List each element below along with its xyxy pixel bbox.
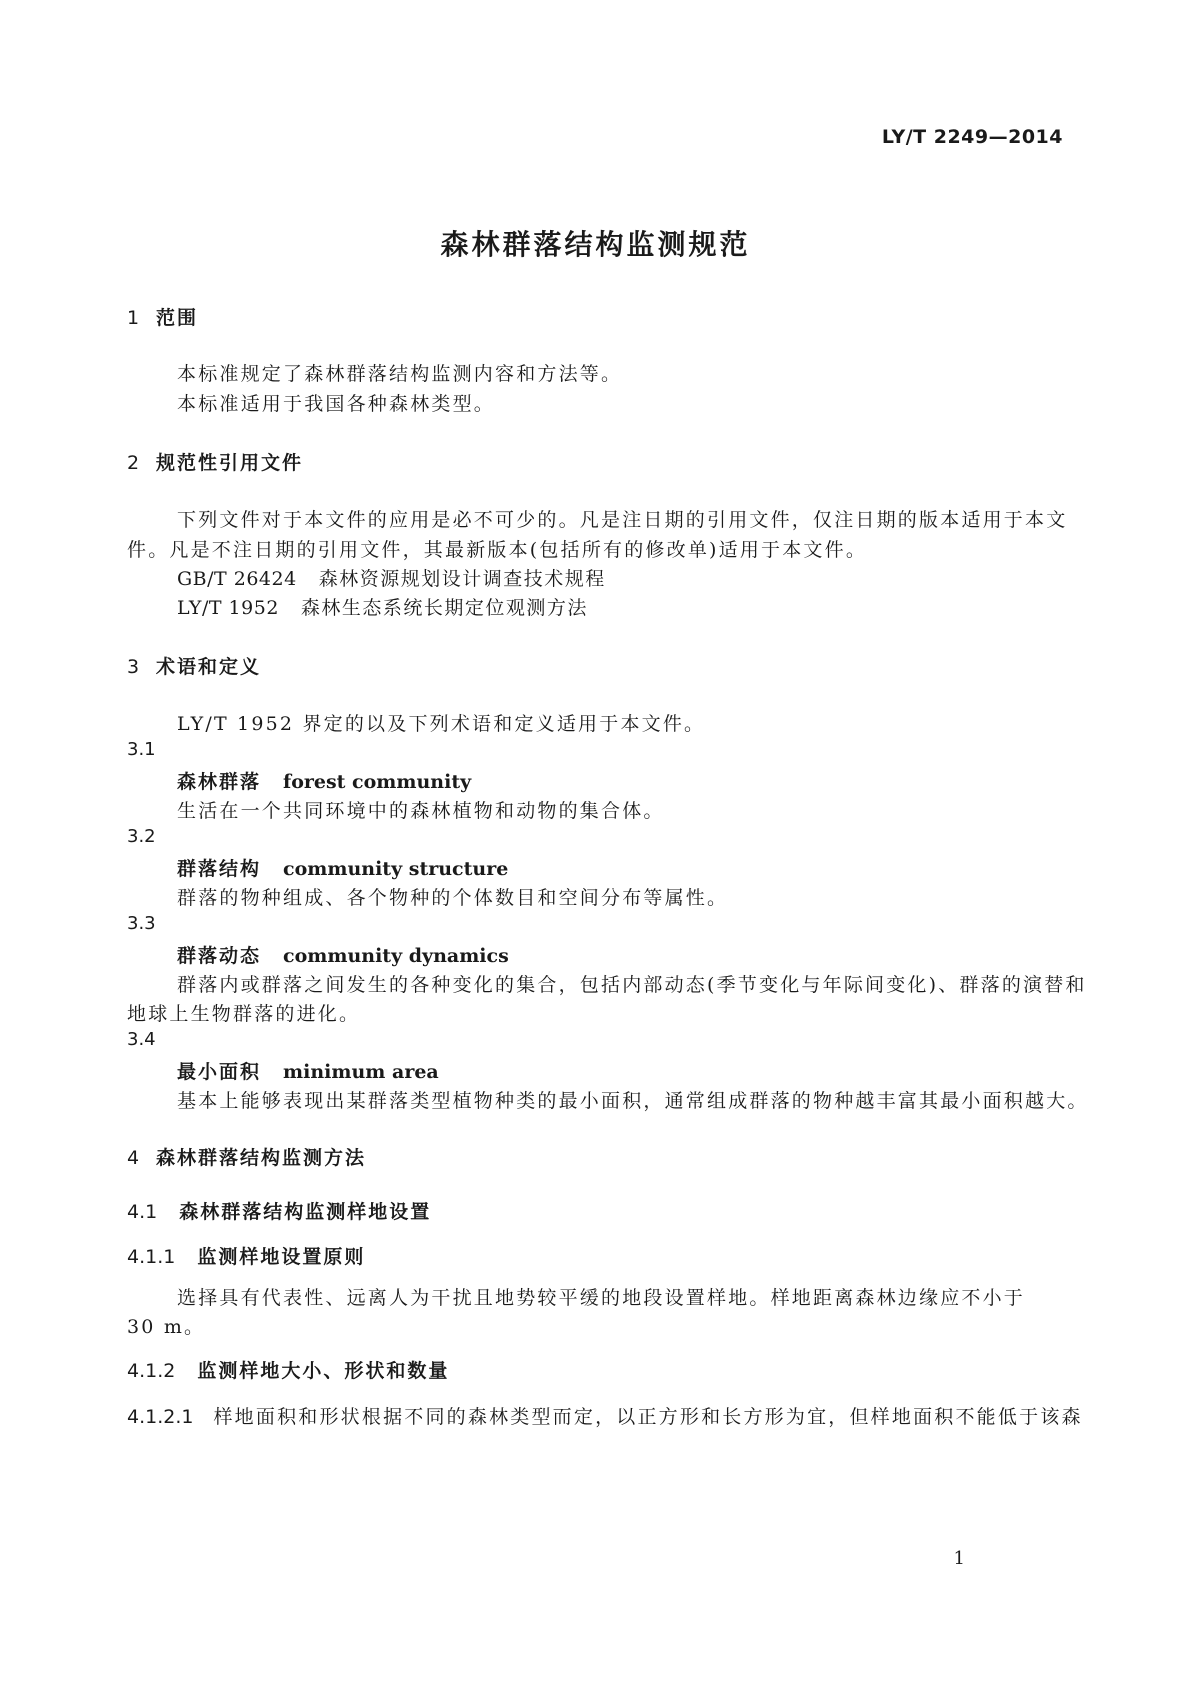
clause-number: 4.1.2.1 bbox=[127, 1406, 194, 1428]
term-zh: 森林群落 bbox=[177, 771, 262, 793]
paragraph-line: 件。凡是不注日期的引用文件，其最新版本(包括所有的修改单)适用于本文件。 bbox=[127, 539, 868, 561]
section-number: 4 bbox=[127, 1147, 142, 1169]
term-en: forest community bbox=[283, 771, 472, 793]
subsection-number: 4.1.2 bbox=[127, 1360, 176, 1382]
term-zh: 群落动态 bbox=[177, 945, 262, 967]
paragraph-line: 选择具有代表性、远离人为干扰且地势较平缓的地段设置样地。样地距离森林边缘应不小于 bbox=[177, 1287, 1026, 1309]
term-number: 3.1 bbox=[127, 739, 156, 760]
section-number: 2 bbox=[127, 452, 142, 474]
section-number: 1 bbox=[127, 307, 142, 329]
subsection-number: 4.1 bbox=[127, 1201, 158, 1223]
term-entry bbox=[177, 767, 471, 794]
term-zh: 群落结构 bbox=[177, 858, 262, 880]
section-title: 范围 bbox=[156, 307, 199, 329]
term-zh: 最小面积 bbox=[177, 1061, 262, 1083]
term-definition-cont: 地球上生物群落的进化。 bbox=[127, 1003, 361, 1025]
subsection-4-1-heading bbox=[127, 1197, 431, 1224]
paragraph-line: 下列文件对于本文件的应用是必不可少的。凡是注日期的引用文件，仅注日期的版本适用于本文 bbox=[177, 509, 1068, 531]
section-3-heading bbox=[127, 652, 261, 679]
paragraph: 本标准规定了森林群落结构监测内容和方法等。 bbox=[177, 363, 623, 385]
term-number: 3.3 bbox=[127, 913, 156, 934]
clause-text: 样地面积和形状根据不同的森林类型而定，以正方形和长方形为宜，但样地面积不能低于该森 bbox=[213, 1406, 1083, 1428]
reference-code: GB/T 26424 bbox=[177, 568, 297, 590]
term-entry bbox=[177, 854, 508, 881]
paragraph: 本标准适用于我国各种森林类型。 bbox=[177, 393, 496, 415]
term-en: community dynamics bbox=[283, 945, 509, 967]
standard-code: LY/T 2249—2014 bbox=[881, 126, 1063, 148]
subsection-4-1-2-heading bbox=[127, 1356, 449, 1383]
paragraph: LY/T 1952 界定的以及下列术语和定义适用于本文件。 bbox=[177, 713, 706, 735]
term-definition: 群落的物种组成、各个物种的个体数目和空间分布等属性。 bbox=[177, 887, 729, 909]
term-definition: 生活在一个共同环境中的森林植物和动物的集合体。 bbox=[177, 800, 665, 822]
section-number: 3 bbox=[127, 656, 142, 678]
term-en: minimum area bbox=[283, 1061, 439, 1083]
section-2-heading bbox=[127, 448, 303, 475]
paragraph-line: 30 m。 bbox=[127, 1316, 206, 1338]
document-title: 森林群落结构监测规范 bbox=[440, 228, 751, 261]
reference-title: 森林生态系统长期定位观测方法 bbox=[300, 597, 588, 619]
subsection-4-1-1-heading bbox=[127, 1242, 365, 1269]
page-number: 1 bbox=[953, 1548, 965, 1569]
section-title: 规范性引用文件 bbox=[156, 452, 304, 474]
term-definition: 群落内或群落之间发生的各种变化的集合，包括内部动态(季节变化与年际间变化)、群落的演替和 bbox=[177, 974, 1087, 996]
term-number: 3.2 bbox=[127, 826, 156, 847]
normative-reference bbox=[177, 564, 606, 591]
subsection-title: 监测样地大小、形状和数量 bbox=[197, 1360, 450, 1382]
section-title: 术语和定义 bbox=[156, 656, 262, 678]
term-en: community structure bbox=[283, 858, 509, 880]
section-1-heading bbox=[127, 303, 198, 330]
section-4-heading bbox=[127, 1143, 366, 1170]
reference-title: 森林资源规划设计调查技术规程 bbox=[318, 568, 606, 590]
term-entry bbox=[177, 941, 509, 968]
reference-code: LY/T 1952 bbox=[177, 597, 279, 619]
normative-reference bbox=[177, 593, 588, 620]
subsection-number: 4.1.1 bbox=[127, 1246, 176, 1268]
term-number: 3.4 bbox=[127, 1029, 156, 1050]
term-entry bbox=[177, 1057, 439, 1084]
subsection-title: 监测样地设置原则 bbox=[197, 1246, 366, 1268]
subsection-title: 森林群落结构监测样地设置 bbox=[179, 1201, 432, 1223]
term-definition: 基本上能够表现出某群落类型植物种类的最小面积，通常组成群落的物种越丰富其最小面积越大。 bbox=[177, 1090, 1089, 1112]
section-title: 森林群落结构监测方法 bbox=[156, 1147, 367, 1169]
clause-4-1-2-1 bbox=[127, 1402, 1083, 1429]
